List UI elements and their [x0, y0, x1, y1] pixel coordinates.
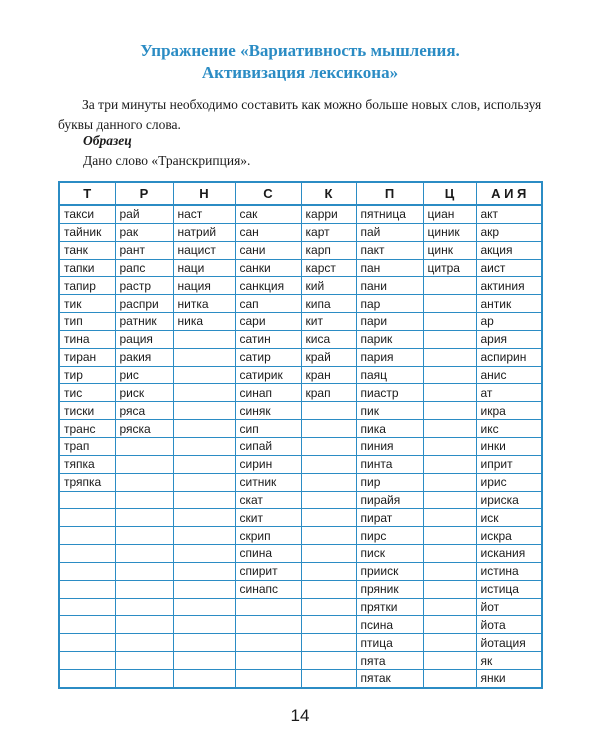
- word-cell: [301, 473, 356, 491]
- table-row: [59, 277, 542, 295]
- table-row: [59, 366, 542, 384]
- word-cell: риск: [115, 384, 173, 402]
- word-cell: [173, 473, 235, 491]
- word-cell: йот: [476, 598, 542, 616]
- word-cell: синяк: [235, 402, 301, 420]
- word-cell: [423, 384, 476, 402]
- word-cell: [173, 669, 235, 687]
- word-cell: пария: [356, 348, 423, 366]
- word-cell: пирайя: [356, 491, 423, 509]
- word-cell: [301, 598, 356, 616]
- word-cell: икс: [476, 420, 542, 438]
- word-cell: ирис: [476, 473, 542, 491]
- table-row: [59, 545, 542, 563]
- table-row: [59, 652, 542, 670]
- word-cell: [173, 509, 235, 527]
- table-row: [59, 669, 542, 687]
- word-cell: акция: [476, 241, 542, 259]
- word-cell: [301, 527, 356, 545]
- word-cell: кипа: [301, 295, 356, 313]
- instruction-text: За три минуты необходимо составить как можно больше новых слов, используя буквы данного слова.: [58, 97, 542, 132]
- word-cell: рай: [115, 205, 173, 223]
- word-cell: [173, 580, 235, 598]
- word-cell: цитра: [423, 259, 476, 277]
- word-cell: циан: [423, 205, 476, 223]
- column-header: Ц: [423, 182, 476, 205]
- table-row: [59, 402, 542, 420]
- word-cell: [115, 509, 173, 527]
- word-cell: истица: [476, 580, 542, 598]
- word-cell: [59, 580, 115, 598]
- word-cell: псина: [356, 616, 423, 634]
- word-cell: [423, 277, 476, 295]
- word-cell: пятница: [356, 205, 423, 223]
- word-cell: спина: [235, 545, 301, 563]
- word-cell: пряник: [356, 580, 423, 598]
- word-cell: [173, 562, 235, 580]
- word-cell: [173, 527, 235, 545]
- word-cell: [115, 562, 173, 580]
- word-cell: [301, 652, 356, 670]
- word-cell: [115, 580, 173, 598]
- word-cell: синап: [235, 384, 301, 402]
- word-cell: ратник: [115, 313, 173, 331]
- table-row: [59, 580, 542, 598]
- column-header: П: [356, 182, 423, 205]
- word-cell: [301, 634, 356, 652]
- word-cell: [423, 348, 476, 366]
- word-cell: пик: [356, 402, 423, 420]
- word-cell: янки: [476, 669, 542, 687]
- word-cell: пари: [356, 313, 423, 331]
- word-cell: [173, 420, 235, 438]
- word-cell: птица: [356, 634, 423, 652]
- word-cell: парик: [356, 330, 423, 348]
- word-cell: ряса: [115, 402, 173, 420]
- word-cell: сатир: [235, 348, 301, 366]
- word-cell: [301, 402, 356, 420]
- word-cell: пика: [356, 420, 423, 438]
- word-cell: сап: [235, 295, 301, 313]
- word-cell: [423, 580, 476, 598]
- column-header: Р: [115, 182, 173, 205]
- word-cell: [423, 616, 476, 634]
- word-cell: ар: [476, 313, 542, 331]
- word-cell: [423, 402, 476, 420]
- word-table: [58, 181, 543, 689]
- word-cell: ириска: [476, 491, 542, 509]
- table-row: [59, 616, 542, 634]
- word-cell: як: [476, 652, 542, 670]
- word-cell: пай: [356, 223, 423, 241]
- word-cell: синапс: [235, 580, 301, 598]
- page-number: 14: [290, 706, 310, 725]
- word-cell: скит: [235, 509, 301, 527]
- word-cell: санки: [235, 259, 301, 277]
- word-cell: [301, 455, 356, 473]
- word-cell: искра: [476, 527, 542, 545]
- column-header: А И Я: [476, 182, 542, 205]
- table-row: [59, 420, 542, 438]
- word-cell: [235, 634, 301, 652]
- word-cell: ракия: [115, 348, 173, 366]
- word-cell: [423, 545, 476, 563]
- word-cell: кий: [301, 277, 356, 295]
- word-cell: рис: [115, 366, 173, 384]
- word-cell: [173, 455, 235, 473]
- word-cell: сатирик: [235, 366, 301, 384]
- word-cell: [423, 634, 476, 652]
- word-cell: аспирин: [476, 348, 542, 366]
- word-cell: [115, 616, 173, 634]
- table-row: [59, 330, 542, 348]
- word-cell: ат: [476, 384, 542, 402]
- word-cell: [301, 616, 356, 634]
- word-cell: [115, 437, 173, 455]
- word-cell: [173, 652, 235, 670]
- word-cell: [423, 669, 476, 687]
- word-cell: [115, 527, 173, 545]
- word-cell: тина: [59, 330, 115, 348]
- table-row: [59, 562, 542, 580]
- word-cell: спирит: [235, 562, 301, 580]
- word-cell: [59, 634, 115, 652]
- word-cell: [115, 598, 173, 616]
- word-cell: [301, 420, 356, 438]
- word-cell: [59, 616, 115, 634]
- word-cell: иск: [476, 509, 542, 527]
- word-cell: крап: [301, 384, 356, 402]
- word-cell: [59, 491, 115, 509]
- word-cell: [59, 545, 115, 563]
- word-cell: [115, 652, 173, 670]
- word-cell: [235, 669, 301, 687]
- column-header: К: [301, 182, 356, 205]
- word-cell: [423, 527, 476, 545]
- word-cell: нация: [173, 277, 235, 295]
- word-cell: [59, 652, 115, 670]
- word-cell: [235, 652, 301, 670]
- word-cell: танк: [59, 241, 115, 259]
- word-cell: [423, 562, 476, 580]
- word-cell: кран: [301, 366, 356, 384]
- word-cell: рант: [115, 241, 173, 259]
- column-header: Н: [173, 182, 235, 205]
- word-cell: [59, 669, 115, 687]
- word-cell: карт: [301, 223, 356, 241]
- word-cell: анис: [476, 366, 542, 384]
- word-cell: [301, 491, 356, 509]
- word-cell: нитка: [173, 295, 235, 313]
- word-cell: сатин: [235, 330, 301, 348]
- word-cell: аист: [476, 259, 542, 277]
- word-cell: [59, 562, 115, 580]
- word-cell: натрий: [173, 223, 235, 241]
- word-cell: йотация: [476, 634, 542, 652]
- word-cell: йота: [476, 616, 542, 634]
- word-cell: [235, 616, 301, 634]
- word-cell: [173, 616, 235, 634]
- word-cell: пират: [356, 509, 423, 527]
- word-cell: [115, 455, 173, 473]
- sample-label: Образец: [83, 133, 132, 148]
- word-cell: актиния: [476, 277, 542, 295]
- title-line-2: Активизация лексикона»: [201, 63, 399, 82]
- word-cell: тяпка: [59, 455, 115, 473]
- column-header: Т: [59, 182, 115, 205]
- word-cell: циник: [423, 223, 476, 241]
- word-cell: пани: [356, 277, 423, 295]
- word-cell: карст: [301, 259, 356, 277]
- word-cell: [59, 509, 115, 527]
- table-row: [59, 473, 542, 491]
- word-cell: киса: [301, 330, 356, 348]
- word-cell: тик: [59, 295, 115, 313]
- word-cell: [173, 402, 235, 420]
- table-row: [59, 509, 542, 527]
- word-cell: наст: [173, 205, 235, 223]
- word-cell: [173, 330, 235, 348]
- word-cell: ника: [173, 313, 235, 331]
- table-row: [59, 205, 542, 223]
- word-cell: сак: [235, 205, 301, 223]
- word-cell: [115, 491, 173, 509]
- word-cell: [423, 313, 476, 331]
- word-cell: икра: [476, 402, 542, 420]
- word-cell: [423, 420, 476, 438]
- word-cell: пар: [356, 295, 423, 313]
- word-cell: [59, 598, 115, 616]
- word-cell: пирс: [356, 527, 423, 545]
- column-header: С: [235, 182, 301, 205]
- word-cell: наци: [173, 259, 235, 277]
- word-cell: акт: [476, 205, 542, 223]
- word-cell: распри: [115, 295, 173, 313]
- word-cell: рация: [115, 330, 173, 348]
- table-row: [59, 313, 542, 331]
- word-cell: [173, 366, 235, 384]
- word-cell: трап: [59, 437, 115, 455]
- word-cell: [235, 598, 301, 616]
- word-cell: [301, 437, 356, 455]
- table-row: [59, 348, 542, 366]
- table-row: [59, 598, 542, 616]
- word-cell: сипай: [235, 437, 301, 455]
- word-cell: тиран: [59, 348, 115, 366]
- word-cell: [423, 437, 476, 455]
- header-row: [59, 182, 542, 205]
- word-cell: [115, 669, 173, 687]
- word-cell: тапир: [59, 277, 115, 295]
- word-cell: тиски: [59, 402, 115, 420]
- given-word-text: Дано слово «Транскрипция».: [83, 153, 251, 168]
- word-cell: [173, 545, 235, 563]
- word-cell: пиния: [356, 437, 423, 455]
- word-cell: [301, 669, 356, 687]
- word-cell: карри: [301, 205, 356, 223]
- table-row: [59, 455, 542, 473]
- word-cell: прятки: [356, 598, 423, 616]
- word-cell: [423, 366, 476, 384]
- word-cell: [301, 562, 356, 580]
- word-cell: край: [301, 348, 356, 366]
- word-cell: ряска: [115, 420, 173, 438]
- word-cell: искания: [476, 545, 542, 563]
- word-cell: [423, 455, 476, 473]
- table-row: [59, 634, 542, 652]
- word-cell: ария: [476, 330, 542, 348]
- word-cell: тапки: [59, 259, 115, 277]
- word-cell: санкция: [235, 277, 301, 295]
- word-cell: ситник: [235, 473, 301, 491]
- word-cell: [115, 634, 173, 652]
- word-cell: [59, 527, 115, 545]
- table-row: [59, 241, 542, 259]
- table-row: [59, 384, 542, 402]
- word-cell: [173, 437, 235, 455]
- word-cell: пир: [356, 473, 423, 491]
- word-cell: [423, 295, 476, 313]
- word-cell: [301, 545, 356, 563]
- word-cell: скат: [235, 491, 301, 509]
- word-cell: паяц: [356, 366, 423, 384]
- table-row: [59, 491, 542, 509]
- table-row: [59, 259, 542, 277]
- word-cell: пятак: [356, 669, 423, 687]
- word-cell: истина: [476, 562, 542, 580]
- word-cell: иприт: [476, 455, 542, 473]
- word-cell: транс: [59, 420, 115, 438]
- word-cell: сан: [235, 223, 301, 241]
- word-cell: пан: [356, 259, 423, 277]
- word-cell: [173, 634, 235, 652]
- word-cell: [423, 598, 476, 616]
- word-cell: рак: [115, 223, 173, 241]
- word-cell: прииск: [356, 562, 423, 580]
- word-cell: тайник: [59, 223, 115, 241]
- word-cell: пакт: [356, 241, 423, 259]
- title-line-1: Упражнение «Вариативность мышления.: [140, 41, 460, 60]
- table-row: [59, 295, 542, 313]
- word-cell: карп: [301, 241, 356, 259]
- word-cell: растр: [115, 277, 173, 295]
- word-cell: скрип: [235, 527, 301, 545]
- word-cell: писк: [356, 545, 423, 563]
- word-cell: рапс: [115, 259, 173, 277]
- table-row: [59, 223, 542, 241]
- word-cell: сип: [235, 420, 301, 438]
- word-cell: [115, 473, 173, 491]
- word-cell: тир: [59, 366, 115, 384]
- exercise-title: [0, 40, 600, 84]
- word-cell: [301, 580, 356, 598]
- table-row: [59, 437, 542, 455]
- word-cell: [173, 348, 235, 366]
- word-cell: тряпка: [59, 473, 115, 491]
- word-cell: пинта: [356, 455, 423, 473]
- table-body: [59, 205, 542, 688]
- word-cell: цинк: [423, 241, 476, 259]
- table-header: [59, 182, 542, 205]
- word-cell: сирин: [235, 455, 301, 473]
- word-cell: пята: [356, 652, 423, 670]
- word-cell: [423, 473, 476, 491]
- word-cell: [173, 384, 235, 402]
- word-cell: [423, 509, 476, 527]
- word-cell: [423, 491, 476, 509]
- word-cell: тип: [59, 313, 115, 331]
- word-cell: нацист: [173, 241, 235, 259]
- word-cell: акр: [476, 223, 542, 241]
- word-cell: [173, 491, 235, 509]
- word-cell: пиастр: [356, 384, 423, 402]
- word-cell: [423, 652, 476, 670]
- word-cell: [173, 598, 235, 616]
- word-cell: [301, 509, 356, 527]
- word-cell: такси: [59, 205, 115, 223]
- word-cell: инки: [476, 437, 542, 455]
- word-cell: антик: [476, 295, 542, 313]
- word-cell: [423, 330, 476, 348]
- word-cell: тис: [59, 384, 115, 402]
- word-cell: кит: [301, 313, 356, 331]
- word-cell: сани: [235, 241, 301, 259]
- word-cell: сари: [235, 313, 301, 331]
- word-cell: [115, 545, 173, 563]
- table-row: [59, 527, 542, 545]
